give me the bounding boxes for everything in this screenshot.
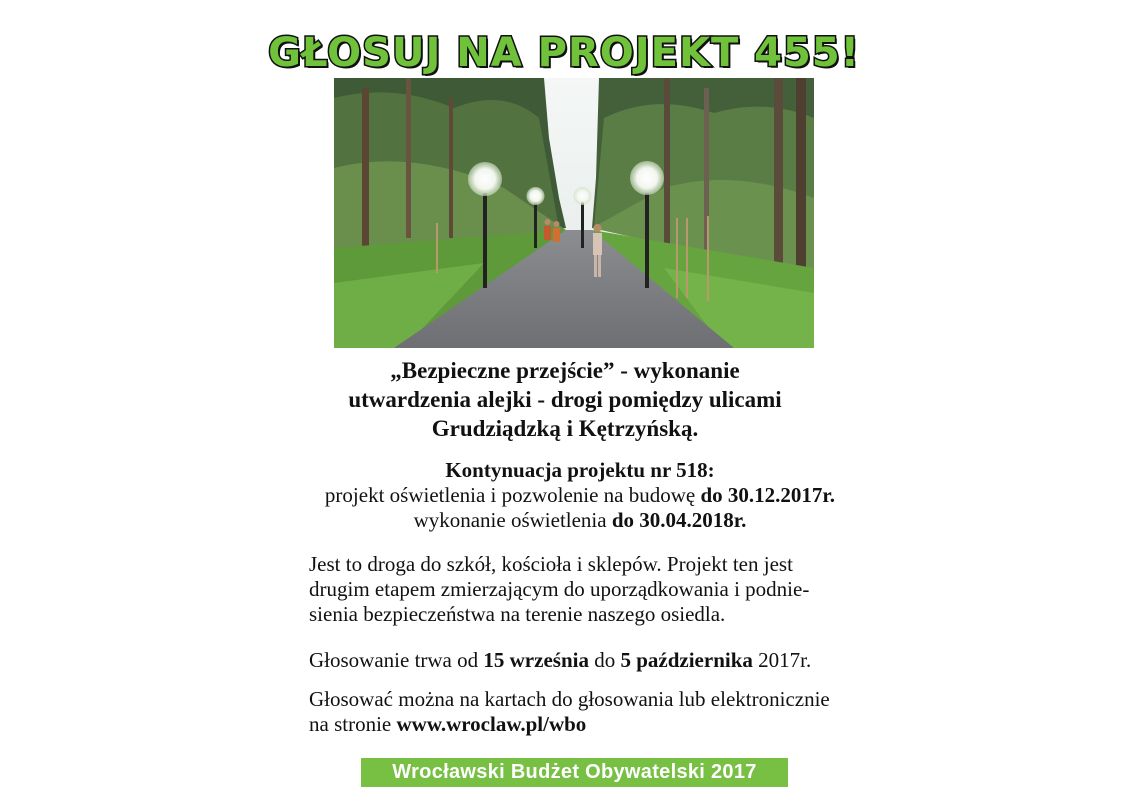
description-line-1: Jest to droga do szkół, kościoła i sklepów. Projekt ten jest xyxy=(309,552,793,576)
description-paragraph xyxy=(309,552,869,627)
headline: GŁOSUJ NA PROJEKT 455! xyxy=(268,30,860,76)
voting-period-line xyxy=(309,648,869,673)
project-title xyxy=(250,356,880,443)
project-title-line-2: utwardzenia alejki - drogi pomiędzy ulicami xyxy=(348,387,782,412)
description-line-2: drugim etapem zmierzającym do uporządkowania i podnie- xyxy=(309,577,810,601)
continuation-line-2-text: wykonanie oświetlenia xyxy=(413,508,612,532)
voting-method-line-2 xyxy=(309,712,869,737)
voting-method-line-1: Głosować można na kartach do głosowania lub elektronicznie xyxy=(309,687,830,711)
voting-period-start: 15 września xyxy=(483,648,589,672)
continuation-line-1-date: do 30.12.2017r. xyxy=(700,483,836,507)
voting-period xyxy=(309,648,869,673)
voting-period-middle: do xyxy=(588,648,621,672)
continuation-line-2 xyxy=(200,508,960,533)
description-line-3: sienia bezpieczeństwa na terenie naszego osiedla. xyxy=(309,602,726,626)
continuation-section xyxy=(200,458,960,533)
voting-period-suffix: 2017r. xyxy=(752,648,812,672)
continuation-line-1 xyxy=(200,483,960,508)
project-photo xyxy=(334,78,814,348)
footer-banner xyxy=(361,758,788,787)
park-path-illustration xyxy=(334,78,814,348)
website-link[interactable]: www.wroclaw.pl/wbo xyxy=(396,712,587,736)
project-title-line-3: Grudziądzką i Kętrzyńską. xyxy=(431,416,699,441)
voting-period-prefix: Głosowanie trwa od xyxy=(309,648,484,672)
continuation-line-2-date: do 30.04.2018r. xyxy=(611,508,747,532)
project-title-line-1: „Bezpieczne przejście” - wykonanie xyxy=(390,358,740,383)
continuation-line-1-text: projekt oświetlenia i pozwolenie na budowę xyxy=(324,483,701,507)
voting-period-end: 5 października xyxy=(620,648,753,672)
continuation-heading: Kontynuacja projektu nr 518: xyxy=(445,458,715,482)
voting-method-prefix: na stronie xyxy=(309,712,397,736)
footer-label: Wrocławski Budżet Obywatelski 2017 xyxy=(392,761,757,783)
voting-method xyxy=(309,687,869,737)
